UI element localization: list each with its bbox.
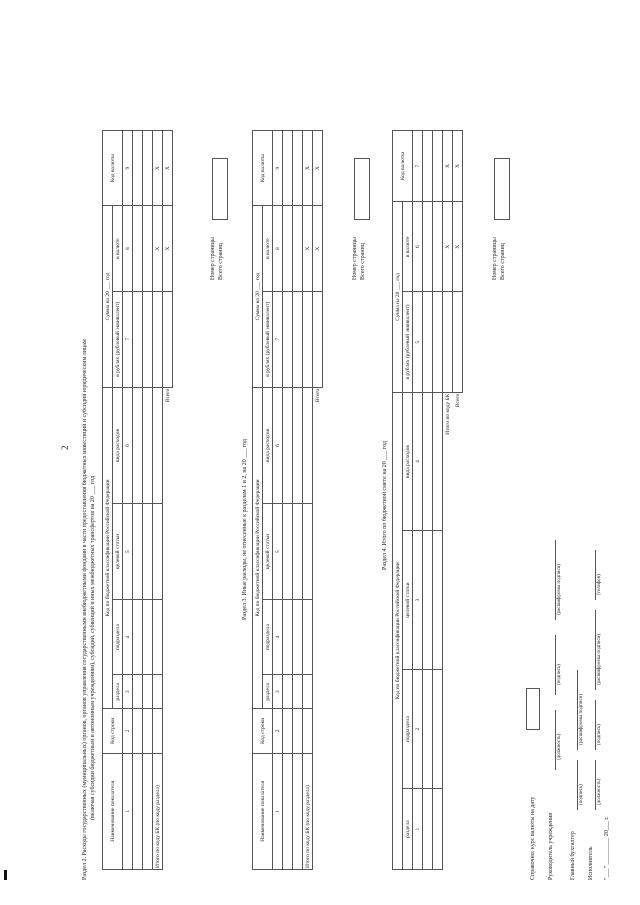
x-mark: X — [443, 202, 453, 292]
signature-caption: (подпись) — [557, 664, 562, 685]
executor-signature-line[interactable] — [595, 700, 596, 750]
x-mark: X — [443, 131, 453, 202]
hdr-podrazdel: подраздела — [403, 669, 413, 789]
col-num: 7 — [273, 291, 283, 387]
hdr-currency: в валюте — [263, 206, 273, 292]
head-decode-line[interactable] — [555, 540, 556, 620]
decode-caption: (расшифровка подписи) — [597, 633, 602, 685]
hdr-sum: Сумма на 20 ___ год — [253, 206, 263, 387]
total-label: Всего — [164, 388, 171, 403]
col-num: 9 — [273, 131, 283, 206]
total-by-bk-label: Итого по коду БК (по коду раздела) — [303, 753, 313, 869]
accountant-decode-line[interactable] — [577, 670, 578, 750]
col-num: 8 — [273, 206, 283, 292]
col-num: 2 — [413, 669, 423, 789]
hdr-sum: Сумма на 20 ___ год — [103, 206, 113, 387]
rate-label: Справочно: курс валюты на дату — [530, 796, 536, 880]
x-mark: X — [453, 131, 463, 202]
pages-label: Всего страниц — [360, 243, 366, 280]
section3-title: Раздел 3. Иные расходы, не отнесенные к разделам 1 и 2, на 20 ___ год — [242, 439, 248, 620]
hdr-podrazdel: подраздела — [263, 600, 273, 675]
hdr-rub: в рублях (рублевый эквивалент) — [113, 291, 123, 387]
section2-table — [102, 130, 173, 870]
signature-caption: (подпись) — [579, 784, 584, 805]
decode-caption: (расшифровка подписи) — [557, 563, 562, 615]
executor-phone-line[interactable] — [595, 550, 596, 600]
hdr-currency-code: Код валюты — [393, 131, 413, 202]
hdr-bk-code: Код по бюджетной классификации Российской Федерации — [393, 392, 403, 869]
total-by-bk-label: Итого по коду БК (по коду раздела) — [153, 753, 163, 869]
x-mark: X — [303, 131, 313, 206]
hdr-razdel: раздела — [263, 675, 273, 709]
scan-mark — [4, 870, 7, 880]
col-num: 1 — [413, 789, 423, 870]
total-label: Всего — [314, 388, 321, 403]
hdr-expense-type: вида расходов — [403, 392, 413, 531]
x-mark: X — [153, 131, 163, 206]
hdr-bk-code: Код по бюджетной классификации Российской Федерации — [253, 387, 263, 709]
col-num: 5 — [123, 504, 133, 600]
hdr-name: Наименование показателя — [253, 753, 273, 869]
hdr-target: целевой статьи — [403, 531, 413, 670]
hdr-expense-type: вида расходов — [263, 387, 273, 503]
hdr-currency-code: Код валюты — [253, 131, 273, 206]
x-mark: X — [153, 206, 163, 292]
hdr-target: целевой статьи — [113, 504, 123, 600]
pages-label: Всего страниц — [500, 243, 506, 280]
x-mark: X — [313, 206, 323, 292]
hdr-rub: в рублях (рублевый эквивалент) — [403, 292, 413, 392]
section3-table — [252, 130, 323, 870]
col-num: 5 — [413, 292, 423, 392]
page-number-box[interactable] — [212, 158, 228, 220]
col-num: 3 — [123, 675, 133, 709]
col-num: 5 — [273, 504, 283, 600]
hdr-line-code: Код строки — [253, 709, 273, 753]
col-num: 7 — [413, 131, 423, 202]
col-num: 2 — [123, 709, 133, 753]
hdr-currency: в валюте — [403, 202, 413, 292]
page-number-box[interactable] — [494, 158, 510, 220]
hdr-podrazdel: подраздела — [113, 600, 123, 675]
x-mark: X — [313, 131, 323, 206]
hdr-razdel: раздела — [403, 789, 413, 870]
section4-title: Раздел 4. Итого по бюджетной смете на 20 ___ год — [382, 441, 388, 570]
accountant-label: Главный бухгалтер — [570, 831, 576, 880]
section2-title: Раздел 2. Расходы государственных (муниципальных) органов, органов управления государственными внебюджетными фондами в части предоставления бюджетных инвестиций и субсидий юридическим лицам — [82, 339, 88, 880]
head-position-line[interactable] — [555, 710, 556, 770]
rotated-form — [60, 0, 610, 880]
hdr-sum: Сумма на 20 ___ год — [393, 202, 403, 393]
col-num: 8 — [123, 206, 133, 292]
x-mark: X — [163, 206, 173, 292]
total-label: Всего — [454, 393, 461, 408]
col-num: 1 — [273, 753, 283, 869]
col-num: 4 — [123, 600, 133, 675]
col-num: 6 — [273, 387, 283, 503]
executor-decode-line[interactable] — [595, 610, 596, 690]
hdr-currency-code: Код валюты — [103, 131, 123, 206]
col-num: 7 — [123, 291, 133, 387]
col-num: 6 — [123, 387, 133, 503]
hdr-expense-type: вида расходов — [113, 387, 123, 503]
rate-input[interactable] — [526, 688, 540, 730]
col-num: 3 — [413, 531, 423, 670]
pages-label: Всего страниц — [218, 243, 224, 280]
col-num: 3 — [273, 675, 283, 709]
hdr-line-code: Код строки — [103, 709, 123, 753]
page-number: 2 — [60, 445, 70, 450]
page-label: Номер страницы — [352, 237, 358, 280]
col-num: 9 — [123, 131, 133, 206]
table-cell[interactable] — [133, 753, 143, 869]
col-num: 4 — [413, 392, 423, 531]
section2-title-line2: (включая субсидии бюджетным и автономным учреждениям), субсидий, субвенций и иных межбюджетных трансфертов на 20 ___ год — [90, 475, 96, 820]
position-caption: (должность) — [557, 733, 562, 760]
executor-label: Исполнитель — [588, 846, 594, 880]
hdr-rub: в рублях (рублевый эквивалент) — [263, 291, 273, 387]
total-by-bk-label: Итого по коду БК — [444, 393, 451, 435]
position-caption: (должность) — [597, 778, 602, 805]
executor-position-line[interactable] — [595, 760, 596, 810]
head-label: Руководитель учреждения — [548, 812, 554, 880]
x-mark: X — [303, 206, 313, 292]
hdr-currency: в валюте — [113, 206, 123, 292]
hdr-target: целевой статьи — [263, 504, 273, 600]
col-num: 1 — [123, 753, 133, 869]
x-mark: X — [163, 131, 173, 206]
accountant-signature-line[interactable] — [577, 760, 578, 810]
decode-caption: (расшифровка подписи) — [579, 693, 584, 745]
hdr-name: Наименование показателя — [103, 753, 123, 869]
col-num: 6 — [413, 202, 423, 292]
phone-caption: (телефон) — [597, 574, 602, 595]
hdr-bk-code: Код по бюджетной классификации Российской Федерации — [103, 387, 113, 709]
page-label: Номер страницы — [210, 237, 216, 280]
col-num: 2 — [273, 709, 283, 753]
section4-table — [392, 130, 463, 870]
date-line[interactable]: "___" _________ 20___ г. — [604, 816, 610, 880]
page-label: Номер страницы — [492, 237, 498, 280]
page-number-box[interactable] — [354, 158, 370, 220]
col-num: 4 — [273, 600, 283, 675]
hdr-razdel: раздела — [113, 675, 123, 709]
x-mark: X — [453, 202, 463, 292]
head-signature-line[interactable] — [555, 635, 556, 695]
signature-caption: (подпись) — [597, 724, 602, 745]
